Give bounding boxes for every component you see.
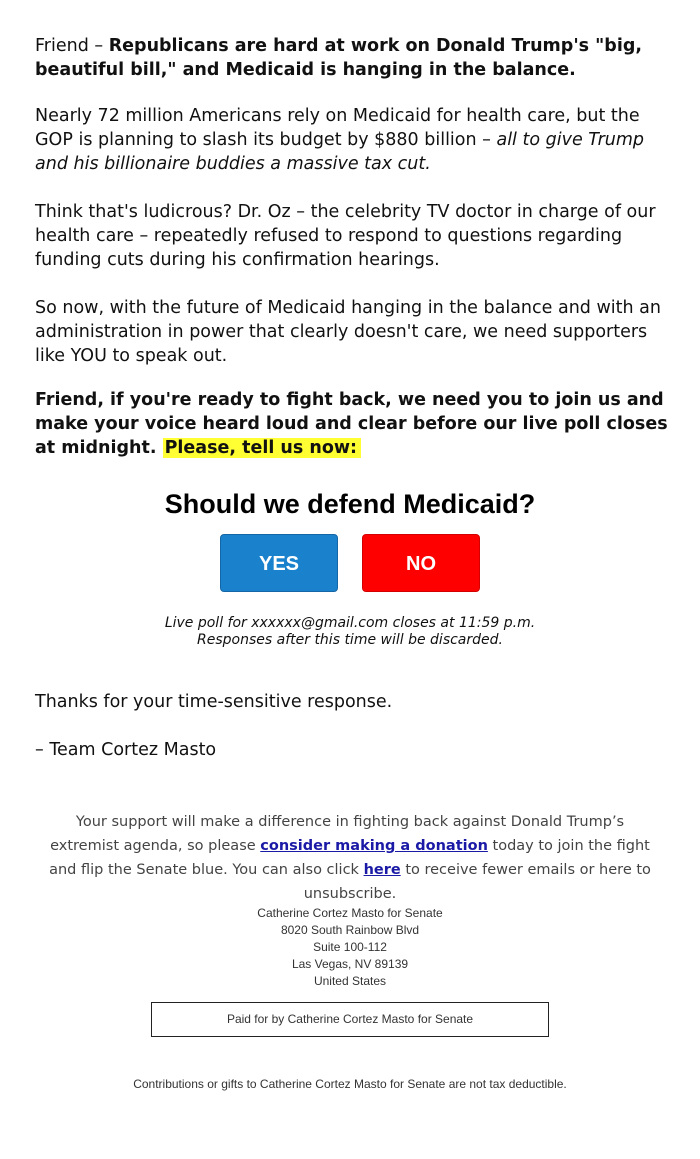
- intro-paragraph: [35, 34, 675, 82]
- speak-out-paragraph: So now, with the future of Medicaid hanging in the balance and with an administration in power that clearly doesn't care, we need supporters like YOU to speak out.: [35, 298, 661, 366]
- poll-note-line1: Live poll for xxxxxx@gmail.com closes at 11:59 p.m.: [164, 615, 536, 631]
- call-to-action-text: Friend, if you're ready to fight back, we need you to join us and make your voice heard loud and clear before our live poll closes at midnight.: [35, 390, 668, 458]
- yes-button[interactable]: YES: [220, 534, 338, 592]
- address-line: Suite 100-112: [313, 940, 387, 954]
- poll-note-line2: Responses after this time will be discarded.: [197, 632, 503, 648]
- address-line: 8020 South Rainbow Blvd: [280, 923, 420, 937]
- support-text-mid: today to join the fight and flip the Senate blue. You can also click: [49, 838, 650, 878]
- mailing-address: [0, 905, 700, 990]
- address-line: Catherine Cortez Masto for Senate: [257, 906, 443, 920]
- tax-disclaimer: Contributions or gifts to Catherine Cortez Masto for Senate are not tax deductible.: [133, 1077, 567, 1091]
- support-text-pre: Your support will make a difference in fighting back against Donald Trump’s extremist agenda, so please: [50, 814, 625, 854]
- greeting: Friend –: [35, 36, 109, 56]
- intro-headline: Republicans are hard at work on Donald Trump's "big, beautiful bill," and Medicaid is hanging in the balance.: [35, 36, 643, 80]
- address-line: United States: [313, 974, 387, 988]
- call-to-action-paragraph: [35, 388, 675, 460]
- support-paragraph: [40, 810, 660, 906]
- poll-note: [0, 615, 700, 649]
- thanks-text: Thanks for your time-sensitive response.: [35, 692, 393, 712]
- tax-cut-text: all to give Trump and his billionaire buddies a massive tax cut.: [35, 130, 645, 174]
- poll-question: Should we defend Medicaid?: [164, 489, 536, 519]
- tell-us-highlight: Please, tell us now:: [163, 438, 361, 458]
- email-body: [35, 34, 675, 460]
- medicaid-paragraph: [35, 104, 675, 176]
- address-line: Las Vegas, NV 89139: [291, 957, 409, 971]
- paid-for-box: Paid for by Catherine Cortez Masto for Senate: [151, 1002, 549, 1037]
- fewer-emails-link[interactable]: here: [363, 862, 401, 878]
- signoff-text: – Team Cortez Masto: [35, 740, 217, 760]
- dr-oz-paragraph: Think that's ludicrous? Dr. Oz – the celebrity TV doctor in charge of our health care – repeatedly refused to respond to questions regarding funding cuts during his confirmation hearings.: [35, 202, 656, 270]
- no-button[interactable]: NO: [362, 534, 480, 592]
- medicaid-text: Nearly 72 million Americans rely on Medicaid for health care, but the GOP is planning to slash its budget by $880 billion –: [35, 106, 640, 150]
- support-text-post: to receive fewer emails or here to unsubscribe.: [303, 862, 651, 902]
- donation-link[interactable]: consider making a donation: [260, 838, 488, 854]
